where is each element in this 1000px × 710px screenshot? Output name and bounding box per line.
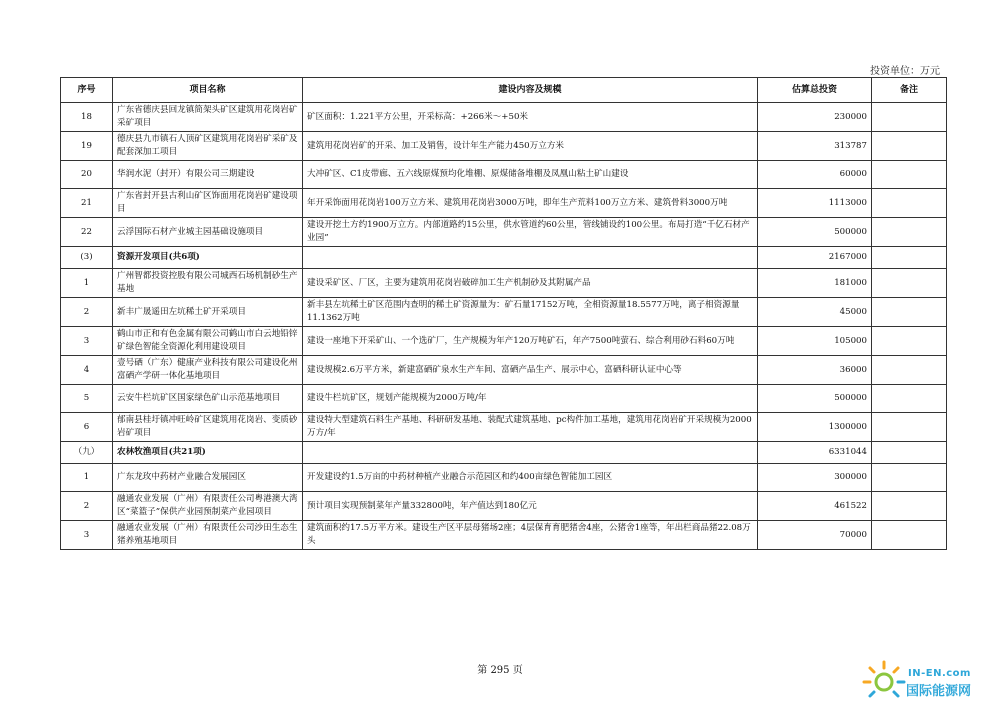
table-row [61, 103, 947, 132]
row-serial-no: 3 [61, 327, 113, 356]
category-row [61, 247, 947, 269]
row-project-name: 云浮国际石材产业城主园基础设施项目 [113, 218, 303, 247]
row-remarks [872, 521, 947, 550]
row-estimated-investment: 60000 [758, 161, 872, 189]
category-row [61, 442, 947, 464]
row-content-scale: 开发建设约1.5万亩的中药材种植产业融合示范园区和约400亩绿色智能加工园区 [303, 464, 758, 492]
row-project-name: 广东省德庆县回龙镇简架头矿区建筑用花岗岩矿采矿项目 [113, 103, 303, 132]
row-remarks [872, 218, 947, 247]
row-project-name: 壹号硒（广东）健康产业科技有限公司建设化州富硒产学研一体化基地项目 [113, 356, 303, 385]
row-serial-no: (3) [61, 247, 113, 269]
row-serial-no: 20 [61, 161, 113, 189]
row-project-name: 郁南县桂圩镇冲旺岭矿区建筑用花岗岩、变质砂岩矿项目 [113, 413, 303, 442]
row-content-scale: 预计项目实现预制菜年产量332800吨，年产值达到180亿元 [303, 492, 758, 521]
header-estimated-investment: 估算总投资 [758, 78, 872, 103]
row-content-scale: 建设开挖土方约1900万立方。内部道路约15公里，供水管道约60公里，管线铺设约100公里。布局打造“千亿石材产业园” [303, 218, 758, 247]
row-serial-no: 2 [61, 298, 113, 327]
row-content-scale: 建设采矿区、厂区，主要为建筑用花岗岩破碎加工生产机制砂及其附属产品 [303, 269, 758, 298]
row-content-scale: 建设牛栏坑矿区，规划产能规模为2000万吨/年 [303, 385, 758, 413]
table-row [61, 327, 947, 356]
row-serial-no: 2 [61, 492, 113, 521]
row-estimated-investment: 2167000 [758, 247, 872, 269]
watermark-site-text: IN-EN.com [908, 668, 971, 679]
row-remarks [872, 298, 947, 327]
table-row [61, 161, 947, 189]
row-serial-no: 1 [61, 464, 113, 492]
table-row [61, 132, 947, 161]
table-row [61, 298, 947, 327]
row-remarks [872, 327, 947, 356]
row-remarks [872, 385, 947, 413]
row-content-scale: 新丰县左坑稀土矿区范围内查明的稀土矿资源量为：矿石量17152万吨，全相资源量18.5577万吨，离子相资源量11.1362万吨 [303, 298, 758, 327]
table-row [61, 218, 947, 247]
row-estimated-investment: 36000 [758, 356, 872, 385]
table-row [61, 492, 947, 521]
row-serial-no: （九） [61, 442, 113, 464]
page-number: 第 295 页 [477, 665, 523, 676]
row-estimated-investment: 500000 [758, 218, 872, 247]
row-remarks [872, 189, 947, 218]
row-estimated-investment: 6331044 [758, 442, 872, 464]
row-project-name: 云安牛栏坑矿区国家绿色矿山示范基地项目 [113, 385, 303, 413]
table-row [61, 189, 947, 218]
row-content-scale: 建设规模2.6万平方米，新建富硒矿泉水生产车间、富硒产品生产、展示中心，富硒科研认证中心等 [303, 356, 758, 385]
row-content-scale [303, 442, 758, 464]
row-content-scale: 建设特大型建筑石料生产基地、科研研发基地、装配式建筑基地、pc构件加工基地，建筑用花岗岩矿开采规模为2000万方/年 [303, 413, 758, 442]
row-estimated-investment: 500000 [758, 385, 872, 413]
table-header-row [61, 78, 947, 103]
row-serial-no: 1 [61, 269, 113, 298]
row-remarks [872, 413, 947, 442]
row-remarks [872, 247, 947, 269]
row-estimated-investment: 181000 [758, 269, 872, 298]
row-serial-no: 5 [61, 385, 113, 413]
row-estimated-investment: 45000 [758, 298, 872, 327]
project-table [60, 77, 947, 550]
row-project-name: 资源开发项目(共6项) [113, 247, 303, 269]
row-serial-no: 3 [61, 521, 113, 550]
row-project-name: 融通农业发展（广州）有限责任公司沙田生态生猪养殖基地项目 [113, 521, 303, 550]
row-estimated-investment: 461522 [758, 492, 872, 521]
header-remarks: 备注 [872, 78, 947, 103]
sun-logo-icon [860, 656, 908, 706]
watermark-brand-text: 国际能源网 [906, 684, 972, 699]
row-estimated-investment: 1113000 [758, 189, 872, 218]
row-remarks [872, 269, 947, 298]
header-content-scale: 建设内容及规模 [303, 78, 758, 103]
row-content-scale [303, 247, 758, 269]
table-body [61, 103, 947, 550]
row-remarks [872, 103, 947, 132]
row-serial-no: 22 [61, 218, 113, 247]
row-serial-no: 21 [61, 189, 113, 218]
row-project-name: 鹤山市正和有色金属有限公司鹤山市白云地铅锌矿绿色智能全资源化利用建设项目 [113, 327, 303, 356]
row-estimated-investment: 105000 [758, 327, 872, 356]
row-content-scale: 矿区面积：1.221平方公里，开采标高：+266米～+50米 [303, 103, 758, 132]
row-remarks [872, 464, 947, 492]
row-project-name: 华润水泥（封开）有限公司三期建设 [113, 161, 303, 189]
row-project-name: 广州智都投资控股有限公司城西石场机制砂生产基地 [113, 269, 303, 298]
row-remarks [872, 442, 947, 464]
site-watermark [860, 656, 1000, 706]
row-estimated-investment: 300000 [758, 464, 872, 492]
row-content-scale: 建设一座地下开采矿山、一个选矿厂，生产规模为年产120万吨矿石，年产7500吨萤石、综合利用砂石料60万吨 [303, 327, 758, 356]
row-serial-no: 18 [61, 103, 113, 132]
row-project-name: 广东龙玫中药材产业融合发展园区 [113, 464, 303, 492]
header-serial-no: 序号 [61, 78, 113, 103]
row-remarks [872, 132, 947, 161]
row-content-scale: 建筑用花岗岩矿的开采、加工及销售，设计年生产能力450万立方米 [303, 132, 758, 161]
row-project-name: 农林牧渔项目(共21项) [113, 442, 303, 464]
row-content-scale: 大冲矿区、C1皮带廊、五六线原煤预均化堆棚、原煤储备堆棚及凤凰山粘土矿山建设 [303, 161, 758, 189]
table-row [61, 385, 947, 413]
table-row [61, 413, 947, 442]
row-serial-no: 6 [61, 413, 113, 442]
row-remarks [872, 356, 947, 385]
table-row [61, 464, 947, 492]
row-estimated-investment: 230000 [758, 103, 872, 132]
row-estimated-investment: 313787 [758, 132, 872, 161]
row-project-name: 德庆县九市镇石人顶矿区建筑用花岗岩矿采矿及配套深加工项目 [113, 132, 303, 161]
table-row [61, 356, 947, 385]
row-remarks [872, 161, 947, 189]
row-estimated-investment: 1300000 [758, 413, 872, 442]
row-content-scale: 年开采饰面用花岗岩100万立方米、建筑用花岗岩3000万吨，即年生产荒料100万立方米、建筑骨料3000万吨 [303, 189, 758, 218]
table-row [61, 269, 947, 298]
investment-unit-label: 投资单位：万元 [870, 66, 940, 77]
row-serial-no: 4 [61, 356, 113, 385]
header-project-name: 项目名称 [113, 78, 303, 103]
row-project-name: 新丰广晟遥田左坑稀土矿开采项目 [113, 298, 303, 327]
table-row [61, 521, 947, 550]
row-estimated-investment: 70000 [758, 521, 872, 550]
row-serial-no: 19 [61, 132, 113, 161]
row-project-name: 融通农业发展（广州）有限责任公司粤港澳大湾区“菜篮子”保供产业园预制菜产业园项目 [113, 492, 303, 521]
row-project-name: 广东省封开县古利山矿区饰面用花岗岩矿建设项目 [113, 189, 303, 218]
row-content-scale: 建筑面积约17.5万平方米。建设生产区平层母猪场2座；4层保育育肥猪舍4座，公猪舍1座等，年出栏商品猪22.08万头 [303, 521, 758, 550]
row-remarks [872, 492, 947, 521]
